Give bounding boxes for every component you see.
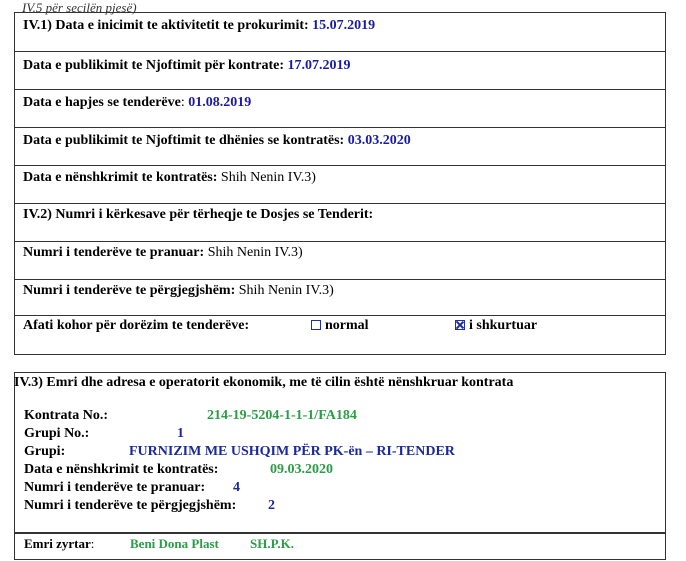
pergjegjshem-label: Numri i tenderëve te përgjegjshëm: <box>24 498 237 513</box>
pranuar-label: Numri i tenderëve te pranuar: <box>24 480 206 495</box>
row-pranuar-label: Numri i tenderëve te pranuar: <box>23 245 205 260</box>
row-afati-label: Afati kohor për dorëzim te tenderëve: <box>23 318 250 333</box>
pranuar-value: 4 <box>233 480 240 495</box>
row-pergjegjshem-label: Numri i tenderëve te përgjegjshëm: <box>23 283 236 298</box>
row-inicimit <box>14 12 666 52</box>
row-inicimit-label: IV.1) Data e inicimit te aktivitetit te prokurimit: <box>23 18 309 33</box>
row-kerkesave-label: IV.2) Numri i kërkesave për tërheqje te Dosjes se Tenderit: <box>23 207 374 222</box>
row-dhenies <box>14 128 666 166</box>
row-hapjes-value: 01.08.2019 <box>188 95 252 110</box>
option-shkurtuar-label: i shkurtuar <box>469 318 538 333</box>
kontrata-value: 214-19-5204-1-1-1/FA184 <box>207 408 357 423</box>
row-inicimit-value: 15.07.2019 <box>312 18 376 33</box>
data-nenshkrimit-value: 09.03.2020 <box>270 462 333 477</box>
row-hapjes-colon: : <box>180 95 185 110</box>
row-pergjegjshem <box>14 280 666 316</box>
row-dhenies-value: 03.03.2020 <box>347 133 411 148</box>
emri-zyrtar-label: Emri zyrtar <box>24 536 91 551</box>
row-hapjes-label: Data e hapjes se tenderëve <box>23 95 181 110</box>
row-hapjes <box>14 90 666 128</box>
option-normal-label: normal <box>325 318 369 333</box>
row-kerkesave <box>14 204 666 242</box>
section-2-title: IV.3) Emri dhe adresa e operatorit ekonomik, me të cilin është nënshkruar kontrata <box>14 375 514 390</box>
row-nenshkrimit-label: Data e nënshkrimit te kontratës: <box>23 170 218 185</box>
row-pranuar-value: Shih Nenin IV.3) <box>207 245 303 260</box>
row-nenshkrimit-value: Shih Nenin IV.3) <box>220 170 316 185</box>
emri-zyrtar-box <box>14 532 666 560</box>
emri-zyrtar-suffix: SH.P.K. <box>250 536 294 551</box>
checkbox-shkurtuar[interactable] <box>455 320 465 330</box>
checkbox-normal[interactable] <box>311 320 321 330</box>
row-pranuar <box>14 242 666 280</box>
row-publikimit-value: 17.07.2019 <box>287 58 351 73</box>
pergjegjshem-value: 2 <box>268 498 275 513</box>
row-publikimit <box>14 52 666 90</box>
kontrata-label: Kontrata No.: <box>24 408 108 423</box>
emri-zyrtar-value: Beni Dona Plast <box>130 536 219 551</box>
grupi-value: FURNIZIM ME USHQIM PËR PK-ën – RI-TENDER <box>129 444 455 459</box>
row-nenshkrimit <box>14 166 666 204</box>
row-afati <box>14 316 666 355</box>
emri-zyrtar-colon: : <box>90 536 95 551</box>
row-dhenies-label: Data e publikimit te Njoftimit te dhënies se kontratës: <box>23 133 345 148</box>
grupi-label: Grupi: <box>24 444 66 459</box>
header-note: IV.5 për secilën pjesë) <box>22 0 137 15</box>
grupi-no-label: Grupi No.: <box>24 426 90 441</box>
data-nenshkrimit-label: Data e nënshkrimit te kontratës: <box>24 462 219 477</box>
grupi-no-value: 1 <box>177 426 184 441</box>
row-publikimit-label: Data e publikimit te Njoftimit për kontrate: <box>23 58 285 73</box>
row-pergjegjshem-value: Shih Nenin IV.3) <box>238 283 334 298</box>
